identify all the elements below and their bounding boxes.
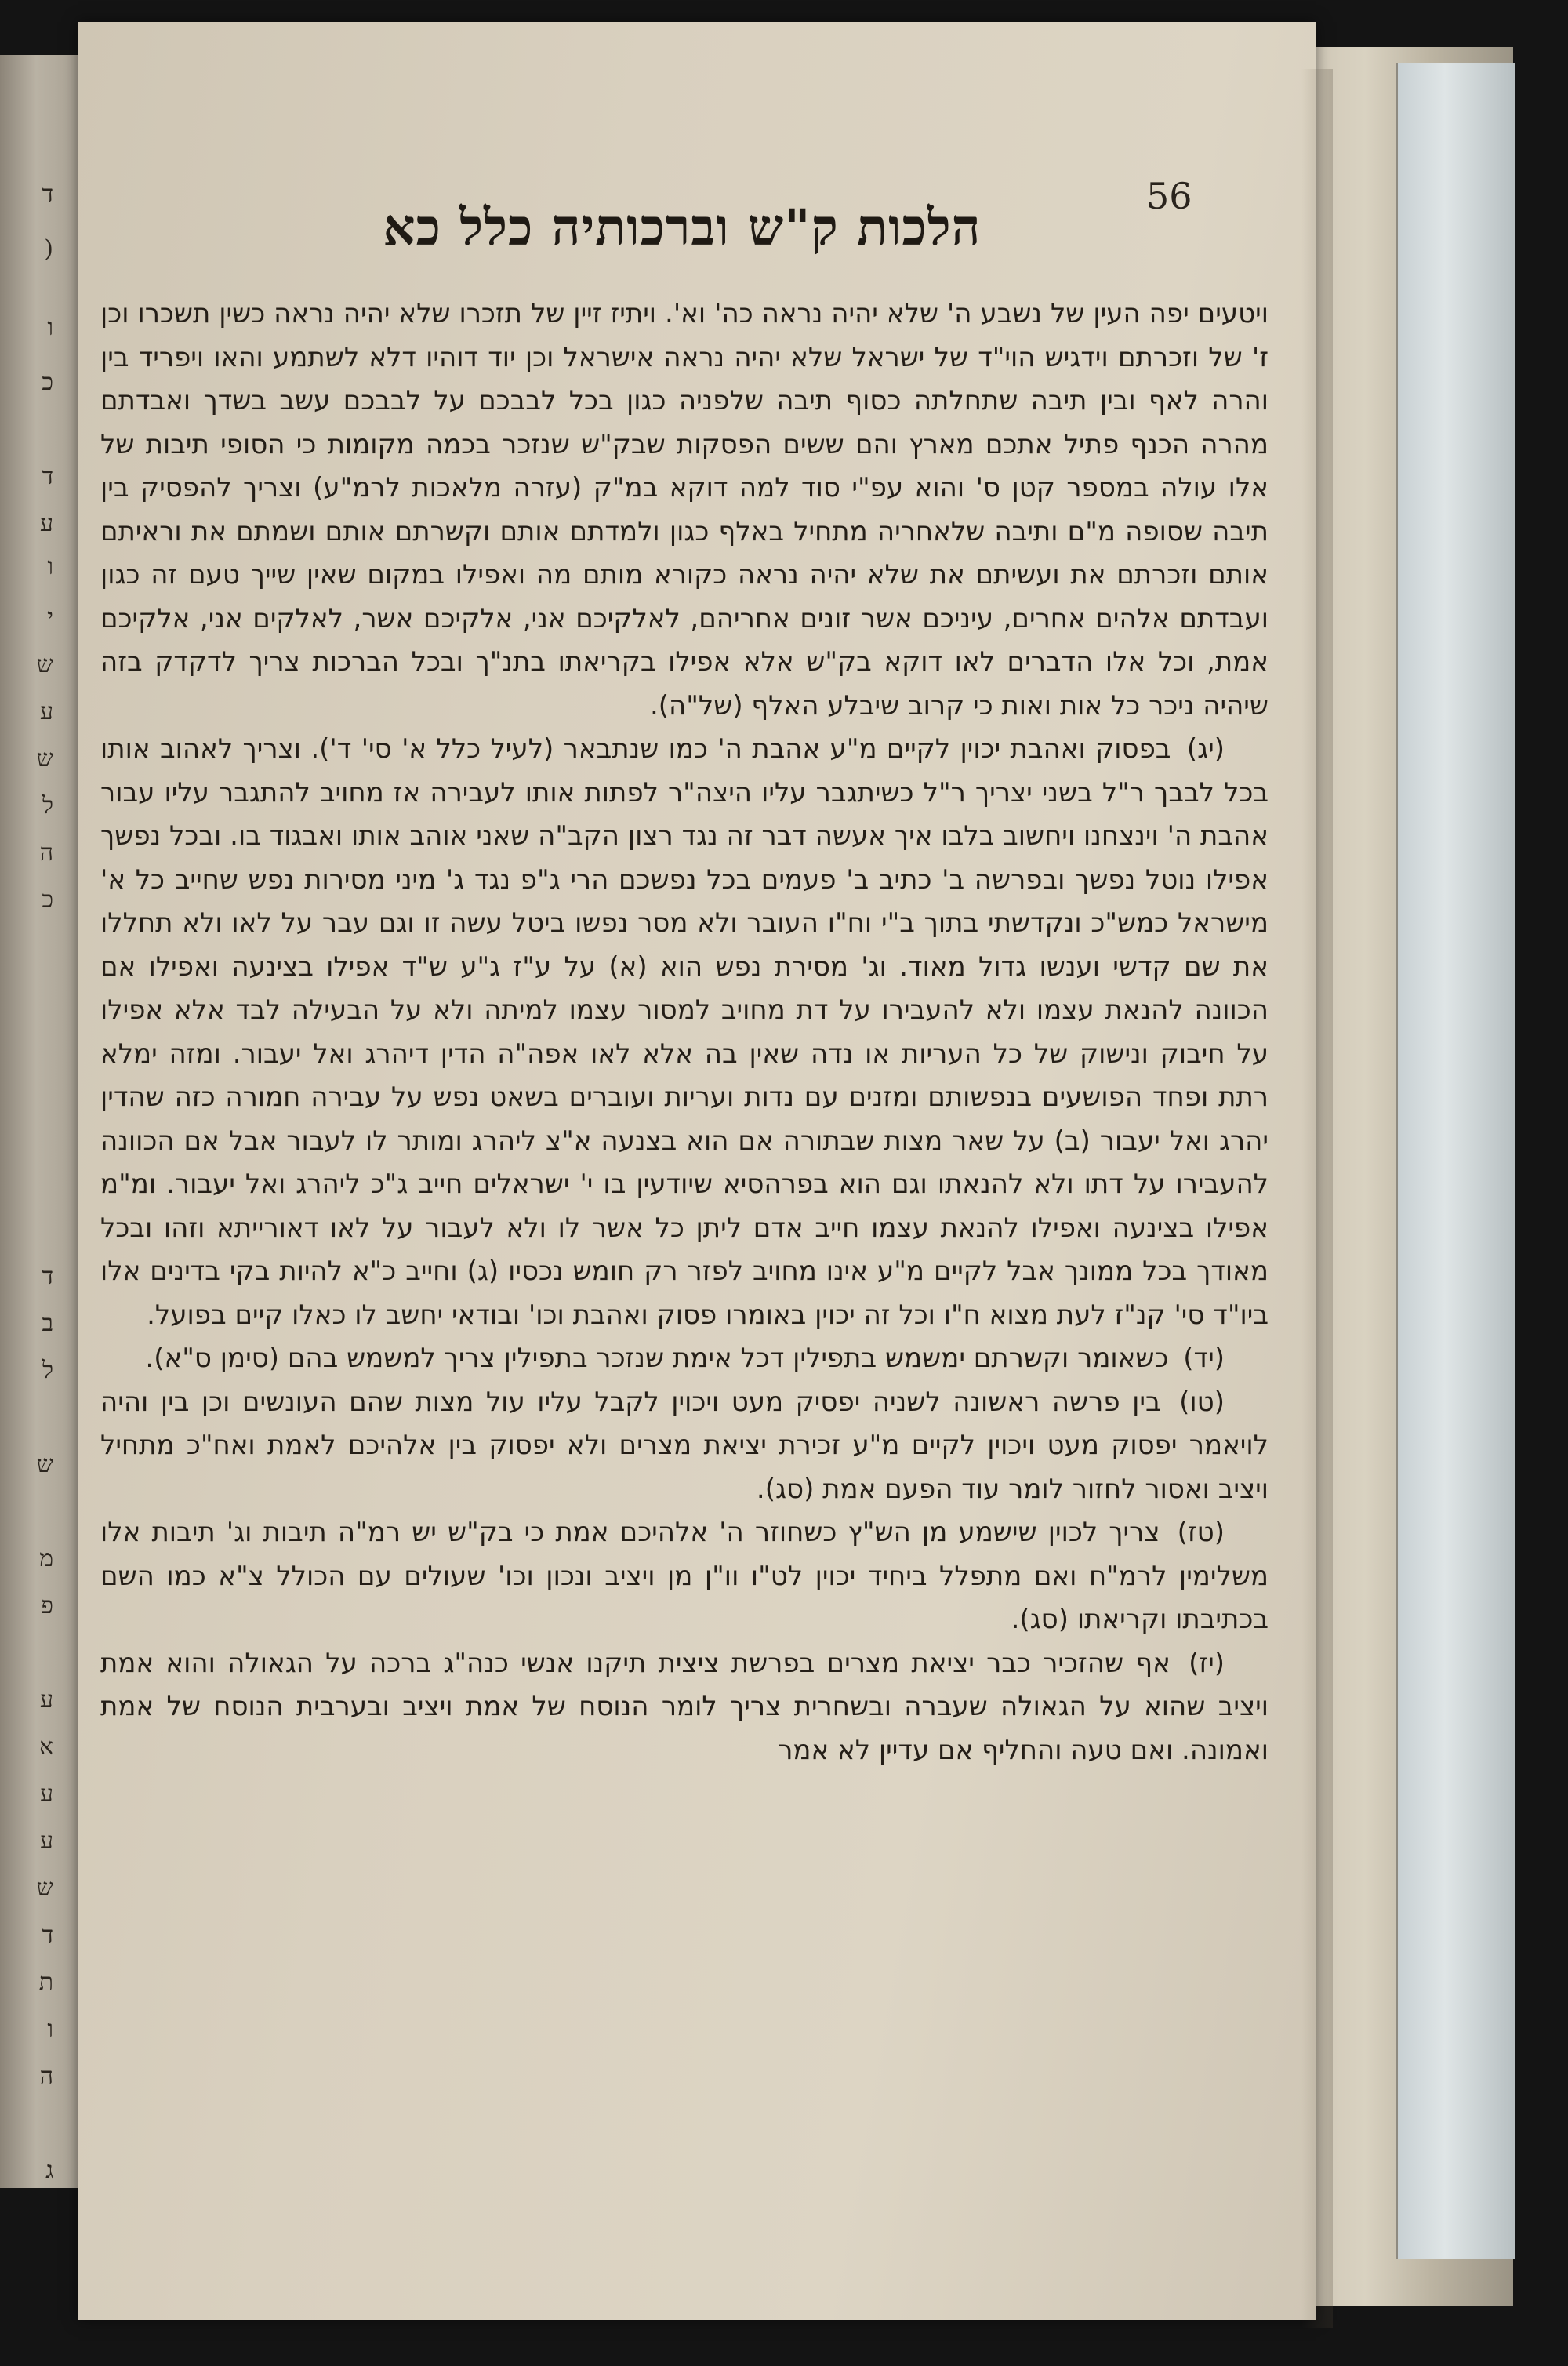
left-page-fragment: ע — [40, 1780, 53, 1808]
paragraph-text: כשאומר וקשרתם ימשמש בתפילין דכל אימת שנזכר בתפילין צריך למשמש בהם (סימן ס"א). — [145, 1343, 1169, 1374]
left-page-fragment: ב — [42, 1310, 53, 1337]
paragraph — [100, 1511, 1269, 1642]
paragraph — [100, 293, 1269, 728]
page-number: 56 — [1146, 175, 1192, 217]
paragraph-text: צריך לכוין שישמע מן הש"ץ כשחוזר ה' אלהיכם אמת כי בק"ש יש רמ"ה תיבות וג' תיבות אלו משלימין לרמ"ח ואם מתפלל ביחיד יכוין לט"ו וו"ן מן ויציב ונכון וכו' שעולים עם הכולל צ"א כמו השם בכתיבתו וקריאתו (סג). — [100, 1517, 1269, 1635]
paragraph-text: בפסוק ואהבת יכוין לקיים מ"ע אהבת ה' כמו שנתבאר (לעיל כלל א' סי' ד'). וצריך לאהוב אותו בכל לבבך ר"ל בשני יצריך ר"ל כשיתגבר עליו היצה"ר לפתות אותו לעבירה אז מחויב להתגבר עליו עבור אהבת ה' וינצחנו ויחשוב בלבו איך אעשה דבר זה נגד רצון הקב"ה שאני אוהב אותו ואבגוד בו. ובכל נפשך אפילו נוטל נפשך ובפרשה ב' כתיב ב' פעמים בכל נפשכם הרי ג"פ נגד ג' מיני מסירות נפש שחייב כל א' מישראל כמש"כ ונקדשתי בתוך ב"י וח"ו העובר ולא מסר נפשו ביטל עשה זו וגם עבר על לאו ולא תחללו את שם קדשי וענשו גדול מאוד. וג' מסירת נפש הוא (א) על ע"ז ג"ע ש"ד אפילו בצינעה ואפילו אם הכוונה להנאת עצמו ולא להעבירו על דת מחויב למסור עצמו למיתה ולא על הבעילה לבד אלא אפילו על חיבוק ונישוק של כל העריות או נדה שאין בה אלא לאו אפה"ה הדין דיהרג ואל יעבור. ומזה ימלא רתת ופחד הפושעים בנפשותם ומזנים עם נדות ועריות ועוברים בשאט נפש על עבירה חמורה כזה שהדין יהרג ואל יעבור (ב) על שאר מצות שבתורה אם הוא בצנעה א"צ ליהרג ומותר לו לעבור אבל אם הכוונה להעבירו על דתו ולא להנאתו וגם הוא בפרהסיא שיודעין בו י' ישראלים חייב ג"כ ליהרג ואל יעבור. ומ"מ אפילו בצינעה ואפילו להנאת עצמו חייב אדם ליתן כל אשר לו ולא לעבור על לאו דאורייתא וזהו ובכל מאודך בכל ממונך אבל לקיים מ"ע אינו מחויב לפזר רק חומש נכסיו (ג) וחייב כ"א להיות בקי בדינים אלו ביו"ד סי' קנ"ז לעת מצוא ח"ו וכל זה יכוין באומרו פסוק ואהבת וכו' ובודאי יחשב לו כאלו קיים בפועל. — [100, 733, 1269, 1331]
left-page-fragment: ע — [40, 1686, 53, 1714]
left-page-fragment: ( — [44, 235, 53, 263]
left-page-fragment: ל — [42, 1357, 53, 1384]
paragraph — [100, 1642, 1269, 1773]
left-page-fragment: ה — [39, 2063, 53, 2090]
paragraph-number: (טו) — [1179, 1386, 1225, 1418]
left-page-fragment: ד — [42, 180, 53, 208]
left-page-fragment: כ — [42, 886, 53, 914]
left-page-fragment: ע — [40, 510, 53, 537]
page-gutter-shadow — [1301, 69, 1333, 2328]
paragraph-text: בין פרשה ראשונה לשניה יפסיק מעט ויכוין לקבל עליו עול מצות שהם העונשים וכן בין והיה לויאמר יפסוק מעט ויכוין לקיים מ"ע זכירת יציאת מצרים ולא יפסוק בין אלהיכם לאמת ואח"כ מתחיל ויציב ואסור לחזור לומר עוד הפעם אמת (סג). — [100, 1386, 1269, 1505]
left-page-fragment: ש — [36, 745, 53, 772]
left-page-fragment: ש — [36, 1451, 53, 1478]
paragraph-text: ויטעים יפה העין של נשבע ה' שלא יהיה נראה כה' וא'. ויתיז זיין של תזכרו שלא יהיה נראה כשין תשכרו וכן ז' של וזכרתם וידגיש הוי"ד של ישראל שלא יהיה נראה אישראל וכן יוד דוהיו דלא לשתמע והאו ויפריד בין והרה לאף ובין תיבה שתחלתה כסוף תיבה שלפניה כגון בכל לבבכם על לבבכם עשב בשדך ואבדתם מהרה הכנף פתיל אתכם מארץ והם ששים הפסקות שבק"ש שנזכר בכמה מקומות כי הסופי תיבות של אלו עולה במספר קטן ס' והוא עפ"י סוד למה דוקא במ"ק (עזרה מלאכות לרמ"ע) וצריך להפסיק בין תיבה שסופה מ"ם ותיבה שלאחריה מתחיל באלף כגון ולמדתם אותם וקשרתם אותם ושמתם את וראיתם אותם וזכרתם את ועשיתם את שלא יהיה נראה כקורא מותם מה ואפילו במקום שאין שייך טעם זה כגון ועבדתם אלהים אחרים, עיניכם אשר זונים אחריהם, לאלקיכם אני, אלקיכם אשר, לאלקים אני, אלקיכם אמת, וכל אלו הדברים לאו דוקא בק"ש אלא אפילו בקריאתו בתנ"ך ובכל הברכות צריך לדקדק בזה שיהיה ניכר כל אות ואות כי קרוב שיבלע האלף (של"ה). — [100, 298, 1269, 721]
left-page-fragment: ד — [42, 463, 53, 490]
left-page-fragment: ג — [45, 2157, 53, 2184]
left-page-fragment: ד — [42, 1921, 53, 1949]
left-page-fragment: ע — [40, 1827, 53, 1855]
paragraph-number: (יג) — [1186, 733, 1225, 765]
book-cover-edge — [1396, 63, 1515, 2259]
left-page-fragment: ת — [38, 1968, 53, 1996]
page-body — [100, 293, 1269, 1772]
paragraph-number: (יז) — [1189, 1647, 1225, 1679]
paragraph — [100, 1381, 1269, 1512]
paragraph-text: אף שהזכיר כבר יציאת מצרים בפרשת ציצית תיקנו אנשי כנה"ג ברכה על הגאולה והוא אמת ויציב שהוא על הגאולה שעברה ובשחרית צריך לומר הנוסח של אמת ויציב ובערבית הנוסח של אמת ואמונה. ואם טעה והחליף אם עדיין לא אמר — [100, 1647, 1269, 1766]
running-head: הלכות ק"ש וברכותיה כלל כא — [383, 198, 982, 257]
left-page-fragment: ל — [42, 792, 53, 820]
left-page-fragment: ד — [42, 1263, 53, 1290]
left-page-fragment: ש — [36, 1874, 53, 1902]
left-page-fragment: ו — [47, 314, 53, 341]
left-page-fragment: כ — [42, 369, 53, 396]
left-page-fragment: ו — [47, 2015, 53, 2043]
left-page-fragment: ה — [39, 839, 53, 867]
paragraph-number: (טז) — [1177, 1517, 1225, 1548]
left-page-fragment: פ — [41, 1592, 53, 1619]
book-page — [78, 22, 1316, 2320]
paragraph-number: (יד) — [1183, 1343, 1225, 1374]
left-page-fragment: מ — [39, 1545, 53, 1572]
left-page-fragment: י — [47, 604, 53, 631]
left-page-fragment: ע — [40, 698, 53, 725]
paragraph — [100, 1337, 1269, 1381]
left-page-fragment: א — [38, 1733, 53, 1761]
paragraph — [100, 728, 1269, 1337]
left-page-fragment: ו — [47, 553, 53, 580]
left-page-fragment: ש — [36, 651, 53, 678]
